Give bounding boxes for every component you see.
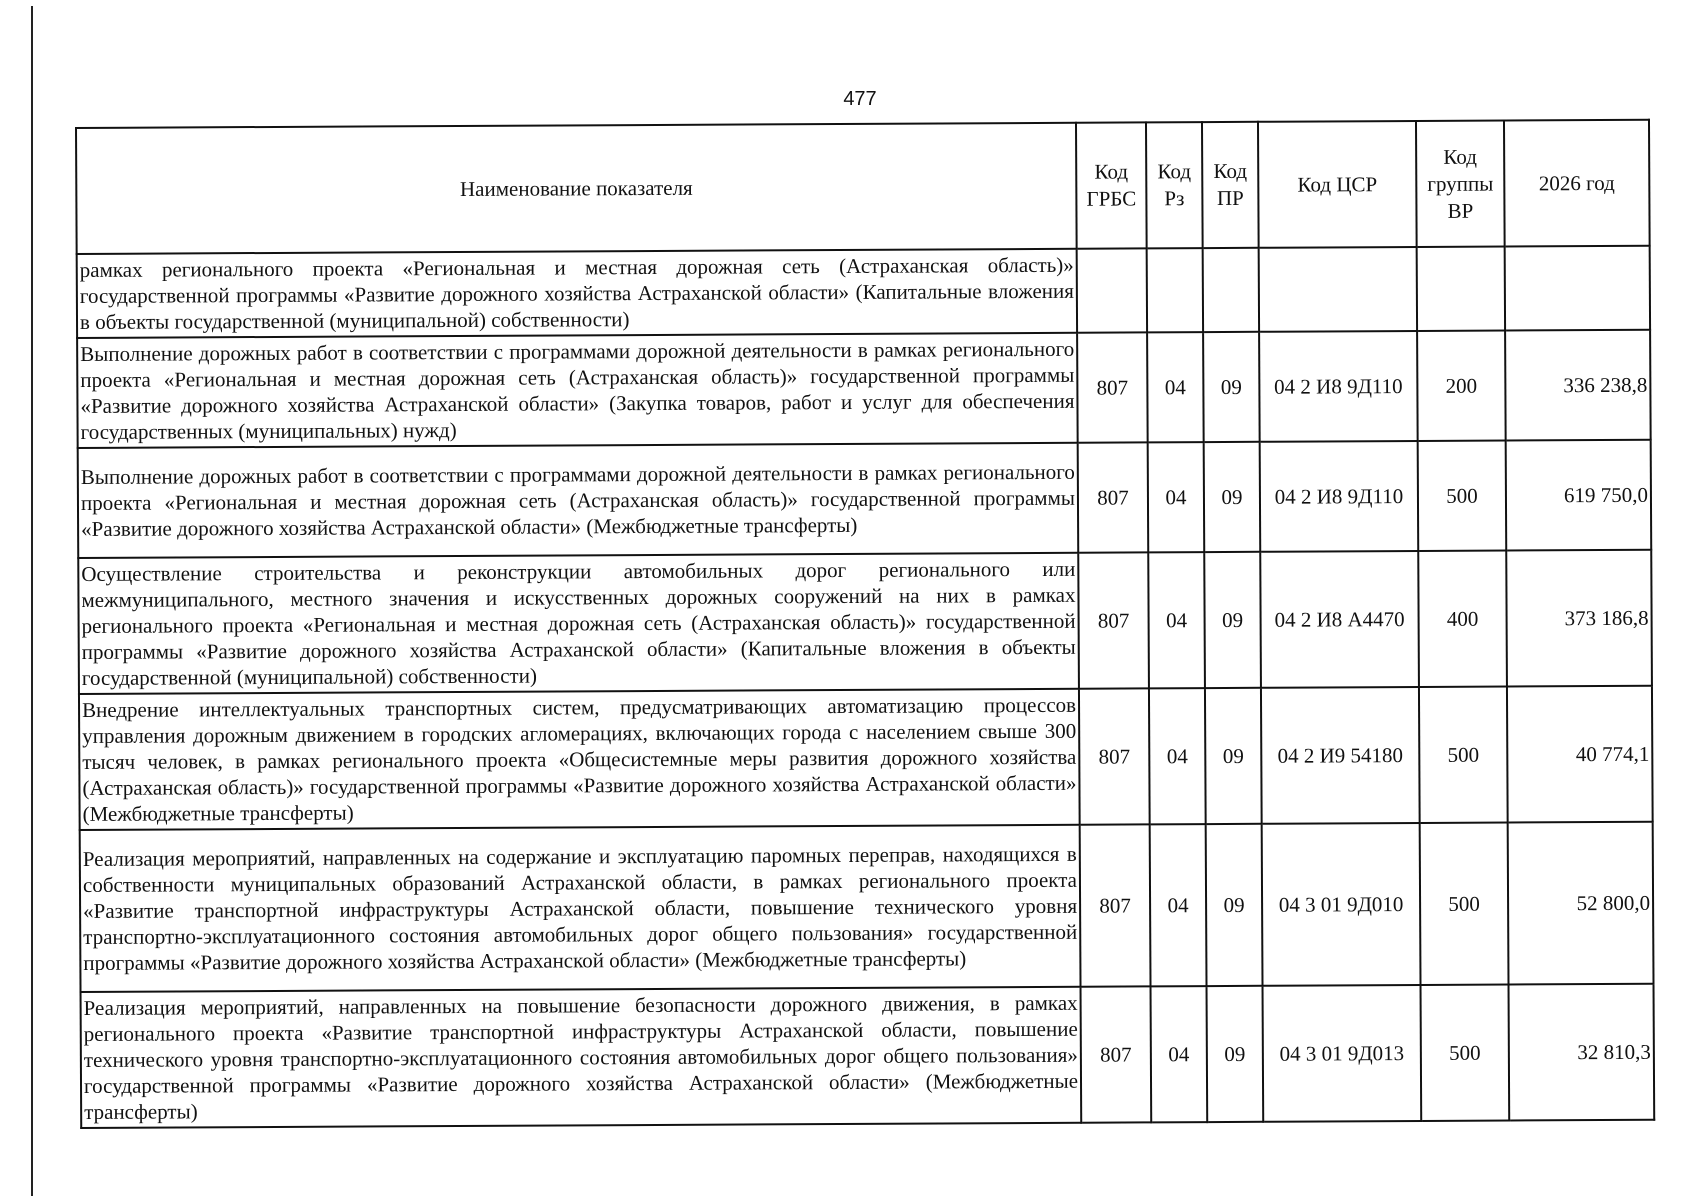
row-rz: 04 — [1147, 332, 1204, 442]
header-row — [76, 120, 1650, 254]
table-body — [77, 246, 1655, 1128]
row-amount: 336 238,8 — [1505, 330, 1651, 441]
row-grbs: 807 — [1077, 332, 1148, 442]
table-row — [78, 440, 1652, 558]
row-pr — [1203, 248, 1259, 332]
row-amount — [1505, 246, 1650, 331]
row-vr — [1417, 247, 1505, 331]
row-amount: 32 810,3 — [1509, 984, 1655, 1121]
row-rz: 04 — [1149, 688, 1206, 824]
row-name: Внедрение интеллектуальных транспортных систем, предусматривающих автоматизацию процессов управления дорожным движением в городских агломерациях, включающих города с населением свыше 300 тысяч человек, в рамках регионального проекта «Общесистемные меры развития дорожного хозяйства (Астраханская область)» государственной программы «Развитие дорожного хозяйства Астраханской области» (Межбюджетные трансферты) — [79, 689, 1080, 830]
table-row — [78, 550, 1652, 694]
row-csr: 04 3 01 9Д013 — [1263, 985, 1422, 1122]
row-name: Выполнение дорожных работ в соответствии с программами дорожной деятельности в рамках регионального проекта «Региональная и местная дорожная сеть (Астраханская область)» государственной программы «Развитие дорожного хозяйства Астраханской области» (Межбюджетные трансферты) — [78, 443, 1079, 558]
row-name: Выполнение дорожных работ в соответствии с программами дорожной деятельности в рамках регионального проекта «Региональная и местная дорожная сеть (Астраханская область)» государственной программы «Развитие дорожного хозяйства Астраханской области» (Закупка товаров, работ и услуг для обеспечения государственных (муниципальных) нужд) — [77, 333, 1078, 448]
row-rz: 04 — [1148, 552, 1205, 688]
header-name: Наименование показателя — [76, 123, 1077, 254]
row-grbs: 807 — [1078, 442, 1149, 552]
row-csr — [1259, 247, 1417, 332]
row-amount: 373 186,8 — [1506, 550, 1652, 687]
row-pr: 09 — [1204, 552, 1261, 688]
binding-margin-line — [31, 6, 33, 1196]
row-amount: 52 800,0 — [1508, 822, 1654, 985]
row-csr: 04 3 01 9Д010 — [1262, 823, 1421, 986]
header-year: 2026 год — [1504, 120, 1650, 247]
table-row — [81, 984, 1655, 1128]
row-name: Осуществление строительства и реконструкции автомобильных дорог регионального или межмуниципального, местного значения и искусственных дорожных сооружений на них в рамках регионального проекта «Региональная и местная дорожная сеть (Астраханская область)» государственной программы «Развитие дорожного хозяйства Астраханской области» (Капитальные вложения в объекты государственной (муниципальной) собственности) — [78, 553, 1079, 694]
row-amount: 40 774,1 — [1507, 686, 1653, 823]
row-csr: 04 2 И8 9Д110 — [1260, 441, 1419, 552]
row-rz — [1147, 248, 1203, 332]
header-csr: Код ЦСР — [1258, 121, 1417, 248]
row-grbs: 807 — [1080, 824, 1151, 986]
row-vr: 500 — [1418, 441, 1507, 551]
header-vr: Код группы ВР — [1416, 121, 1505, 247]
row-rz: 04 — [1151, 986, 1208, 1122]
table-row — [80, 822, 1654, 992]
row-pr: 09 — [1204, 442, 1261, 552]
row-csr: 04 2 И8 9Д110 — [1259, 331, 1418, 442]
row-vr: 500 — [1420, 823, 1509, 985]
row-grbs: 807 — [1079, 688, 1150, 824]
row-grbs — [1077, 248, 1147, 332]
row-csr: 04 2 И9 54180 — [1261, 687, 1420, 824]
row-vr: 500 — [1421, 985, 1510, 1121]
row-grbs: 807 — [1078, 552, 1149, 688]
budget-table — [75, 119, 1655, 1129]
table-row — [79, 686, 1653, 830]
header-pr: Код ПР — [1202, 122, 1259, 248]
row-pr: 09 — [1205, 688, 1262, 824]
row-vr: 500 — [1419, 687, 1508, 823]
table-header — [76, 120, 1650, 254]
row-rz: 04 — [1150, 824, 1207, 986]
row-amount: 619 750,0 — [1506, 440, 1652, 551]
row-pr: 09 — [1203, 332, 1260, 442]
row-name: рамках регионального проекта «Региональная и местная дорожная сеть (Астраханская область)» государственной программы «Развитие дорожного хозяйства Астраханской области» (Капитальные вложения в объекты государственной (муниципальной) собственности) — [77, 249, 1077, 338]
page-number: 477 — [843, 88, 877, 110]
row-pr: 09 — [1206, 824, 1263, 986]
row-name: Реализация мероприятий, направленных на содержание и эксплуатацию паромных переправ, находящихся в собственности муниципальных образований Астраханской области, в рамках регионального проекта «Развитие транспортной инфраструктуры Астраханской области, повышение технического уровня транспортно-эксплуатационного состояния автомобильных дорог общего пользования» государственной программы «Развитие дорожного хозяйства Астраханской области» (Межбюджетные трансферты) — [80, 825, 1081, 992]
table-row — [77, 246, 1650, 338]
row-csr: 04 2 И8 А4470 — [1260, 551, 1419, 688]
row-rz: 04 — [1148, 442, 1205, 552]
table-row — [77, 330, 1651, 448]
row-vr: 200 — [1417, 331, 1506, 441]
row-vr: 400 — [1418, 551, 1507, 687]
row-pr: 09 — [1207, 986, 1264, 1122]
row-grbs: 807 — [1081, 986, 1152, 1122]
row-name: Реализация мероприятий, направленных на повышение безопасности дорожного движения, в рамках регионального проекта «Развитие транспортной инфраструктуры Астраханской области, повышение технического уровня транспортно-эксплуатационного состояния автомобильных дорог общего пользования» государственной программы «Развитие дорожного хозяйства Астраханской области» (Межбюджетные трансферты) — [81, 987, 1082, 1128]
header-grbs: Код ГРБС — [1076, 122, 1147, 248]
header-rz: Код Рз — [1146, 122, 1203, 248]
